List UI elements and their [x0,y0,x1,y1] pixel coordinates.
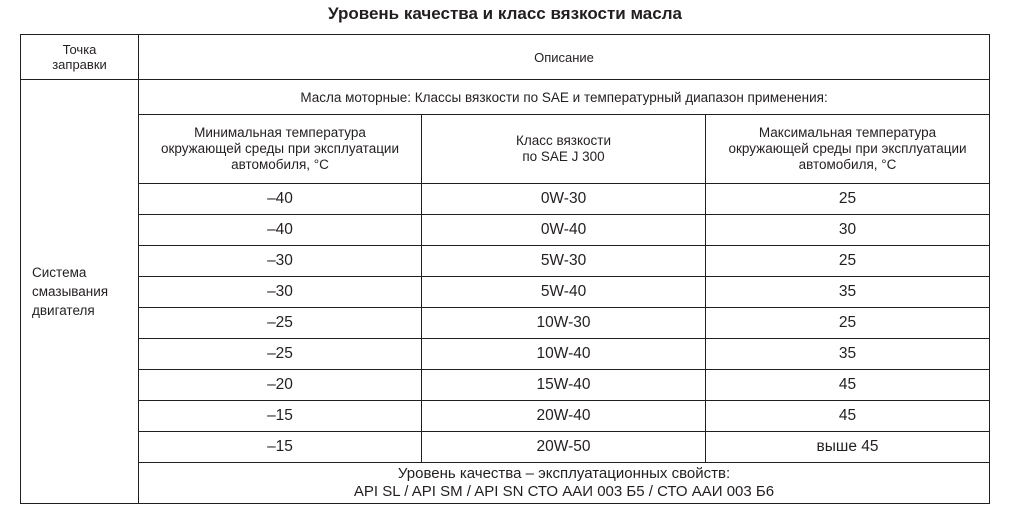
oil-spec-table [20,34,990,504]
table-row [21,184,990,215]
table-row [21,308,990,339]
table-row [21,339,990,370]
viscosity-cell: 5W-40 [422,277,706,308]
viscosity-cell: 0W-40 [422,215,706,246]
subheader-row [21,80,990,115]
table-header-row [21,35,990,80]
table-row [21,370,990,401]
min-temp-cell: –25 [139,308,422,339]
column-header-viscosity: Класс вязкости по SAE J 300 [422,115,706,184]
table-row [21,246,990,277]
min-temp-cell: –30 [139,246,422,277]
min-temp-cell: –20 [139,370,422,401]
column-header-row [21,115,990,184]
max-temp-cell: 25 [706,246,990,277]
table-row [21,401,990,432]
header-fill-point: Точка заправки [21,35,139,80]
footer-row [21,463,990,504]
table-row [21,277,990,308]
viscosity-cell: 10W-30 [422,308,706,339]
quality-level-note: Уровень качества – эксплуатационных свойств: API SL / API SM / API SN СТО ААИ 003 Б5 / СТО ААИ 003 Б6 [139,463,990,504]
system-cell: Система смазывания двигателя [21,80,139,504]
min-temp-cell: –15 [139,401,422,432]
page-title: Уровень качества и класс вязкости масла [328,4,682,23]
min-temp-cell: –30 [139,277,422,308]
viscosity-cell: 0W-30 [422,184,706,215]
min-temp-cell: –15 [139,432,422,463]
max-temp-cell: 45 [706,370,990,401]
min-temp-cell: –25 [139,339,422,370]
viscosity-cell: 10W-40 [422,339,706,370]
viscosity-cell: 15W-40 [422,370,706,401]
max-temp-cell: выше 45 [706,432,990,463]
column-header-max-temp: Максимальная температура окружающей среды при эксплуатации автомобиля, °C [706,115,990,184]
subheader-cell: Масла моторные: Классы вязкости по SAE и температурный диапазон применения: [139,80,990,115]
column-header-min-temp: Минимальная температура окружающей среды при эксплуатации автомобиля, °C [139,115,422,184]
viscosity-cell: 20W-50 [422,432,706,463]
max-temp-cell: 25 [706,308,990,339]
max-temp-cell: 35 [706,339,990,370]
max-temp-cell: 30 [706,215,990,246]
viscosity-cell: 20W-40 [422,401,706,432]
viscosity-cell: 5W-30 [422,246,706,277]
min-temp-cell: –40 [139,184,422,215]
table-row [21,432,990,463]
max-temp-cell: 35 [706,277,990,308]
max-temp-cell: 45 [706,401,990,432]
table-row [21,215,990,246]
min-temp-cell: –40 [139,215,422,246]
header-description: Описание [139,35,990,80]
max-temp-cell: 25 [706,184,990,215]
